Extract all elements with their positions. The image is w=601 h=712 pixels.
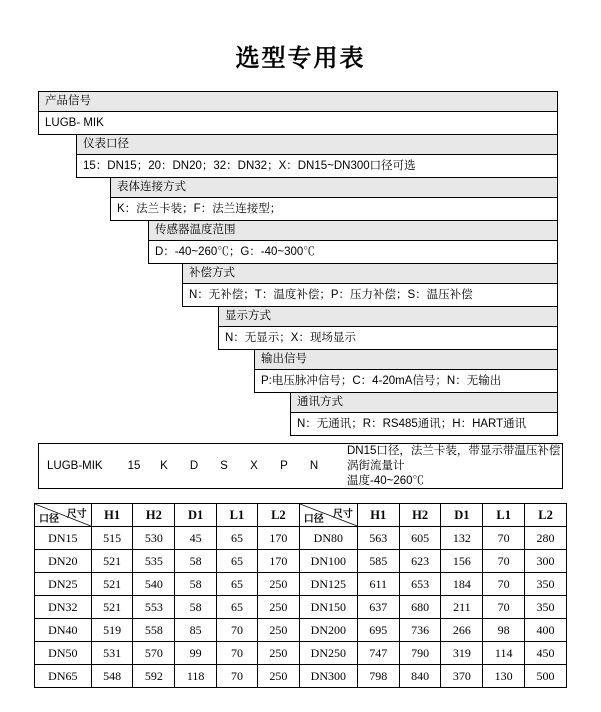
- header-left-l1: L1: [216, 504, 257, 527]
- dimension-table-head: [35, 504, 567, 527]
- row-1-left-h1: 521: [91, 550, 133, 573]
- row-4-right-h2: 736: [399, 619, 441, 642]
- row-4-right-l2: 400: [525, 619, 567, 642]
- row-4-right-d1: 266: [441, 619, 483, 642]
- model-code-description: [347, 444, 562, 489]
- row-6-right-size: DN300: [299, 665, 357, 688]
- corner-header-right: [299, 504, 357, 527]
- model-code-cell-2: D: [189, 460, 199, 472]
- ladder-row-0-body: LUGB- MIK: [39, 112, 557, 134]
- row-2-left-d1: 58: [175, 573, 217, 596]
- header-right-d1: D1: [441, 504, 483, 527]
- ladder-row-2: [110, 177, 558, 221]
- row-6-right-l1: 130: [483, 665, 525, 688]
- row-0-left-h2: 530: [133, 527, 175, 550]
- header-right-h2: H2: [399, 504, 441, 527]
- row-2-left-h1: 521: [91, 573, 133, 596]
- row-1-right-h1: 585: [357, 550, 399, 573]
- row-1-left-l2: 170: [257, 550, 299, 573]
- row-4-left-l2: 250: [257, 619, 299, 642]
- row-5-right-size: DN250: [299, 642, 357, 665]
- table-row: [35, 619, 567, 642]
- spec-ladder: [38, 91, 563, 436]
- row-5-left-size: DN50: [35, 642, 92, 665]
- corner-label-bore-right: 口径: [303, 514, 324, 525]
- row-6-right-h1: 798: [357, 665, 399, 688]
- ladder-row-5: [218, 306, 558, 350]
- row-5-right-l2: 450: [525, 642, 567, 665]
- model-code-prefix: LUGB-MIK: [47, 460, 103, 472]
- row-4-right-l1: 98: [483, 619, 525, 642]
- ladder-row-2-head: 表体连接方式: [111, 178, 557, 198]
- row-3-left-l2: 250: [257, 596, 299, 619]
- ladder-row-4-head: 补偿方式: [183, 264, 557, 284]
- row-3-right-size: DN150: [299, 596, 357, 619]
- table-row: [35, 642, 567, 665]
- row-1-right-h2: 623: [399, 550, 441, 573]
- dimension-table: [34, 503, 567, 688]
- row-5-left-h1: 531: [91, 642, 133, 665]
- row-5-left-d1: 99: [175, 642, 217, 665]
- row-5-right-l1: 114: [483, 642, 525, 665]
- row-5-left-h2: 570: [133, 642, 175, 665]
- ladder-row-0: [38, 91, 558, 135]
- row-3-left-h1: 521: [91, 596, 133, 619]
- row-0-right-h2: 605: [399, 527, 441, 550]
- row-4-left-l1: 70: [216, 619, 257, 642]
- row-4-right-size: DN200: [299, 619, 357, 642]
- row-0-left-l2: 170: [257, 527, 299, 550]
- ladder-row-0-head: 产品信号: [39, 92, 557, 112]
- row-3-right-d1: 211: [441, 596, 483, 619]
- row-2-right-h2: 653: [399, 573, 441, 596]
- row-3-right-h1: 637: [357, 596, 399, 619]
- row-4-left-h2: 558: [133, 619, 175, 642]
- row-2-left-l2: 250: [257, 573, 299, 596]
- header-right-l1: L1: [483, 504, 525, 527]
- row-2-left-size: DN25: [35, 573, 92, 596]
- ladder-row-7: [290, 392, 558, 436]
- ladder-row-7-head: 通讯方式: [291, 393, 557, 413]
- ladder-row-3-body: D：-40~260℃；G：-40~300℃: [149, 241, 557, 263]
- ladder-row-3-head: 传感器温度范围: [149, 221, 557, 241]
- row-6-right-l2: 500: [525, 665, 567, 688]
- row-0-right-size: DN80: [299, 527, 357, 550]
- row-4-left-h1: 519: [91, 619, 133, 642]
- ladder-row-2-body: K：法兰卡装；F：法兰连接型；: [111, 198, 557, 220]
- ladder-row-1-body: 15：DN15；20：DN20；32：DN32；X：DN15~DN300口径可选: [77, 155, 557, 177]
- ladder-row-6-head: 输出信号: [255, 350, 557, 370]
- model-code-cell-4: X: [250, 460, 258, 472]
- header-left-h1: H1: [91, 504, 133, 527]
- row-2-right-l1: 70: [483, 573, 525, 596]
- table-row: [35, 550, 567, 573]
- row-1-left-d1: 58: [175, 550, 217, 573]
- model-code-cell-6: N: [309, 460, 319, 472]
- row-6-right-h2: 840: [399, 665, 441, 688]
- ladder-row-6: [254, 349, 558, 393]
- table-row: [35, 665, 567, 688]
- ladder-row-1-head: 仪表口径: [77, 135, 557, 155]
- row-6-right-d1: 370: [441, 665, 483, 688]
- page-title: 选型专用表: [235, 46, 366, 72]
- row-0-right-d1: 132: [441, 527, 483, 550]
- corner-label-size-right: 尺寸: [332, 509, 353, 520]
- ladder-row-7-body: N：无通讯；R：RS485通讯；H：HART通讯: [291, 413, 557, 435]
- row-2-right-h1: 611: [357, 573, 399, 596]
- row-1-left-size: DN20: [35, 550, 92, 573]
- table-row: [35, 596, 567, 619]
- ladder-row-5-head: 显示方式: [219, 307, 557, 327]
- row-5-left-l2: 250: [257, 642, 299, 665]
- row-6-left-l2: 250: [257, 665, 299, 688]
- ladder-row-1: [76, 134, 558, 178]
- row-5-right-d1: 319: [441, 642, 483, 665]
- page-root: [0, 38, 601, 712]
- row-2-right-l2: 350: [525, 573, 567, 596]
- ladder-row-5-body: N：无显示；X：现场显示: [219, 327, 557, 349]
- row-6-left-h2: 592: [133, 665, 175, 688]
- table-row: [35, 527, 567, 550]
- row-3-left-l1: 65: [216, 596, 257, 619]
- row-6-left-size: DN65: [35, 665, 92, 688]
- row-5-right-h2: 790: [399, 642, 441, 665]
- row-0-right-l2: 280: [525, 527, 567, 550]
- ladder-row-4: [182, 263, 558, 307]
- row-0-left-size: DN15: [35, 527, 92, 550]
- row-3-left-size: DN32: [35, 596, 92, 619]
- header-left-l2: L2: [257, 504, 299, 527]
- row-5-right-h1: 747: [357, 642, 399, 665]
- row-3-left-h2: 553: [133, 596, 175, 619]
- row-1-left-h2: 535: [133, 550, 175, 573]
- ladder-row-4-body: N：无补偿；T：温度补偿；P：压力补偿；S：温压补偿: [183, 284, 557, 306]
- dimension-table-body: [35, 527, 567, 688]
- row-1-right-l1: 70: [483, 550, 525, 573]
- row-3-left-d1: 58: [175, 596, 217, 619]
- header-right-h1: H1: [357, 504, 399, 527]
- table-row: [35, 573, 567, 596]
- row-1-right-l2: 300: [525, 550, 567, 573]
- row-0-left-h1: 515: [91, 527, 133, 550]
- row-2-left-h2: 540: [133, 573, 175, 596]
- row-6-left-l1: 70: [216, 665, 257, 688]
- row-3-right-l2: 350: [525, 596, 567, 619]
- model-code-cell-0: 15: [127, 460, 141, 472]
- row-6-left-d1: 118: [175, 665, 217, 688]
- row-1-right-d1: 156: [441, 550, 483, 573]
- model-code-cell-3: S: [220, 460, 228, 472]
- header-right-l2: L2: [525, 504, 567, 527]
- row-4-left-d1: 85: [175, 619, 217, 642]
- row-2-right-d1: 184: [441, 573, 483, 596]
- row-4-left-size: DN40: [35, 619, 92, 642]
- row-3-right-l1: 70: [483, 596, 525, 619]
- model-code-summary: [38, 443, 563, 489]
- ladder-row-6-body: P:电压脉冲信号；C：4-20mA信号；N：无输出: [255, 370, 557, 392]
- row-0-left-l1: 65: [216, 527, 257, 550]
- model-code-cell-5: P: [280, 460, 288, 472]
- model-code-description-line1: DN15口径，法兰卡装，带显示带温压补偿涡街流量计: [347, 444, 561, 472]
- row-0-right-l1: 70: [483, 527, 525, 550]
- row-3-right-h2: 680: [399, 596, 441, 619]
- header-left-h2: H2: [133, 504, 175, 527]
- corner-header-left: [35, 504, 92, 527]
- model-code-cell-1: K: [160, 460, 168, 472]
- model-code-cells: [39, 460, 329, 472]
- row-1-right-size: DN100: [299, 550, 357, 573]
- row-0-left-d1: 45: [175, 527, 217, 550]
- table-header-row: [35, 504, 567, 527]
- row-5-left-l1: 70: [216, 642, 257, 665]
- model-code-description-line2: 温度-40~260℃: [347, 474, 425, 487]
- row-6-left-h1: 548: [91, 665, 133, 688]
- header-left-d1: D1: [175, 504, 217, 527]
- row-4-right-h1: 695: [357, 619, 399, 642]
- corner-label-size-left: 尺寸: [66, 509, 87, 520]
- corner-label-bore-left: 口径: [39, 514, 59, 525]
- row-0-right-h1: 563: [357, 527, 399, 550]
- row-2-right-size: DN125: [299, 573, 357, 596]
- row-1-left-l1: 65: [216, 550, 257, 573]
- ladder-row-3: [148, 220, 558, 264]
- row-2-left-l1: 65: [216, 573, 257, 596]
